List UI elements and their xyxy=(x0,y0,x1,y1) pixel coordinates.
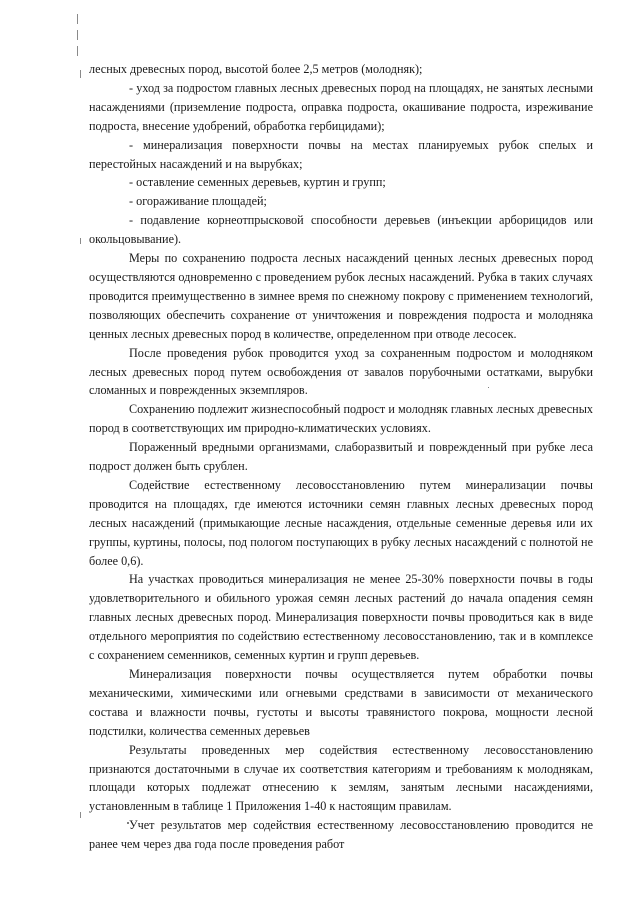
paragraph: Пораженный вредными организмами, слаборазвитый и поврежденный при рубке леса подрост должен быть срублен. xyxy=(89,440,593,474)
list-item: - оставление семенных деревьев, куртин и групп; xyxy=(129,175,386,190)
paragraph: Содействие естественному лесовосстановлению путем минерализации почвы проводится на площадях, где имеются источники семян главных лесных древесных пород лесных насаждений (примыкающие лесные насаждения, отдельные семенные деревья или их группы, куртины, полосы, под пологом поступающих в рубку лесных насаждений с полнотой не более 0,6). xyxy=(89,477,593,568)
scan-artifact-line xyxy=(80,238,81,244)
scan-artifact-line xyxy=(77,14,78,24)
paragraph: Сохранению подлежит жизнеспособный подрост и молодняк главных лесных древесных пород в соответствующих им природно-климатических условиях. xyxy=(89,402,593,436)
list-item: - минерализация поверхности почвы на местах планируемых рубок спелых и перестойных насаждений и на вырубках; xyxy=(89,137,593,171)
paragraph-continuation: лесных древесных пород, высотой более 2,5 метров (молодняк); xyxy=(89,62,423,76)
paragraph: На участках проводиться минерализация не менее 25-30% поверхности почвы в годы удовлетворительного и обильного урожая семян лесных растений до начала опадения семян главных лесных древесных пород. Минерализация поверхности почвы проводиться как в виде отдельного мероприятия по содействию естественному лесовосстановлению, так и в комплексе с сохранением семенников, семенных куртин и групп деревьев. xyxy=(89,572,593,663)
paragraph: Результаты проведенных мер содействия естественному лесовосстановлению признаются достаточными в случае их соответствия категориям и требованиям к молоднякам, площади которых подлежат отнесению к землям, занятым лесными насаждениями, установленным в таблице 1 Приложения 1-40 к настоящим правилам. xyxy=(89,742,593,814)
scan-artifact-line xyxy=(77,30,78,40)
list-item: - уход за подростом главных лесных древесных пород на площадях, не занятых лесными насаждениями (приземление подроста, оправка подроста, окашивание подроста, изреживание подроста, внесение удобрений, обработка гербицидами); xyxy=(89,80,593,133)
body-text xyxy=(89,60,593,854)
scan-artifact-line xyxy=(80,70,81,78)
paragraph: После проведения рубок проводится уход за сохраненным подростом и молодняком лесных древесных пород путем освобождения от завалов порубочными остатками, вырубки сломанных и поврежденных экземпляров. xyxy=(89,345,593,398)
paragraph: Меры по сохранению подроста лесных насаждений ценных лесных древесных пород осуществляются одновременно с проведением рубок лесных насаждений. Рубка в таких случаях проводится преимущественно в зимнее время по снежному покрову с применением технологий, позволяющих обеспечить сохранение от уничтожения и повреждения подроста и молодняка ценных лесных древесных пород в количестве, определенном при отводе лесосек. xyxy=(89,251,593,341)
scan-artifact-line xyxy=(77,46,78,56)
scan-artifact-line xyxy=(80,812,81,818)
list-item: - огораживание площадей; xyxy=(129,194,267,209)
paragraph: Минерализация поверхности почвы осуществляется путем обработки почвы механическими, химическими или огневыми средствами в зависимости от механического состава и влажности почвы, густоты и высоты травянистого покрова, мощности лесной подстилки, количества семенных деревьев xyxy=(89,667,593,738)
list-item: - подавление корнеотпрысковой способности деревьев (инъекции арборицидов или окольцовывание). xyxy=(89,213,593,247)
paragraph: Учет результатов мер содействия естественному лесовосстановлению проводится не ранее чем через два года после проведения работ xyxy=(89,818,593,852)
